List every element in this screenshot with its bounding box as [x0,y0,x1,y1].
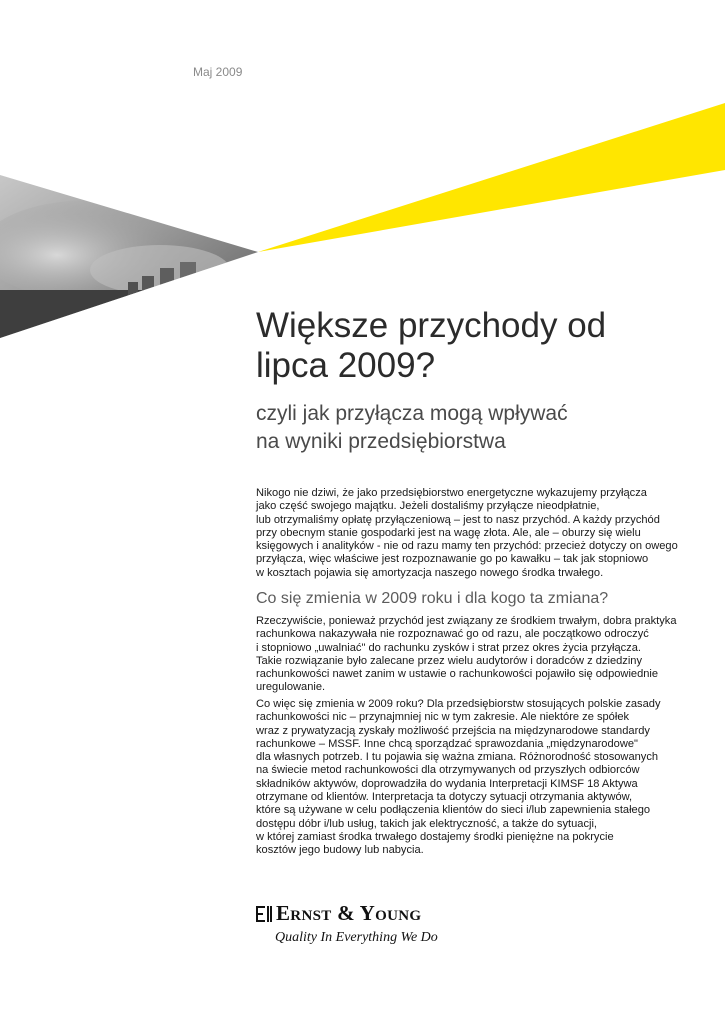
text-line: przyłącza, więc właściwe jest rozpoznawanie go po kawałku – tak jak stopniowo [256,553,649,566]
text-line: dostępu dóbr i/lub usług, takich jak elektryczność, a także do sytuacji, [256,817,598,830]
text-line: przy obecnym stanie gospodarki jest na wagę złota. Ale, ale – oburzy się wielu [256,526,641,539]
title-line: lipca 2009? [256,346,436,385]
text-line: w kosztach pojawia się amortyzacja naszego nowego środka trwałego. [256,566,604,579]
text-line: Co więc się zmienia w 2009 roku? Dla przedsiębiorstw stosujących polskie zasady [256,698,661,710]
text-line: na świecie metod rachunkowości dla otrzymywanych od przyszłych odbiorców [256,764,640,777]
text-line: rachunkowości nawet zanim w ustawie o rachunkowości pojawiło się odpowiednie [256,668,659,681]
section-heading: Co się zmienia w 2009 roku i dla kogo ta zmiana? [256,590,609,607]
page-subtitle [256,400,696,456]
document-date: Maj 2009 [193,65,243,79]
text-line: składników aktywów, doprowadziła do wydania Interpretacji KIMSF 18 Aktywa [256,777,638,790]
text-line: księgowych i analityków - nie od razu mamy ten przychód: przecież dotyczy on owego [256,540,678,553]
text-line: Takie rozwiązanie było zalecane przez wielu audytorów i doradców z dziedziny [256,654,643,667]
text-line: otrzymane od klientów. Interpretacja ta dotyczy sytuacji otrzymania aktywów, [256,791,633,804]
text-line: rachunkowa nakazywała nie rozpoznawać go od razu, ale początkowo odroczyć [256,628,649,641]
body-paragraph [256,615,686,695]
text-line: lub otrzymaliśmy opłatę przyłączeniową – jest to nasz przychód. A każdy przychód [256,513,660,526]
ernst-young-logo [256,901,438,946]
text-line: Nikogo nie dziwi, że jako przedsiębiorstwo energetyczne wykazujemy przyłącza [256,487,647,499]
text-line: uregulowanie. [256,681,326,694]
subtitle-line: na wyniki przedsiębiorstwa [256,430,506,453]
text-line: dla własnych potrzeb. I tu pojawia się ważna zmiana. Różnorodność stosowanych [256,751,659,764]
page-title [256,306,696,386]
text-line: i stopniowo „uwalniać" do rachunku zysków i strat przez okres życia przyłącza. [256,641,641,654]
power-plant-photo [0,170,260,340]
text-line: wraz z prywatyzacją zyskały możliwość przejścia na międzynarodowe standardy [256,724,650,737]
header-artwork [0,0,725,345]
text-line: w której zamiast środka trwałego dostajemy środki pieniężne na pokrycie [256,830,614,843]
text-line: Rzeczywiście, ponieważ przychód jest związany ze środkiem trwałym, dobra praktyka [256,615,677,627]
title-line: Większe przychody od [256,306,607,345]
logo-text: Ernst & Young [276,901,422,925]
text-line: rachunkowe – MSSF. Inne chcą sporządzać sprawozdania „międzynarodowe" [256,737,638,750]
body-paragraph [256,698,686,858]
logo-tagline: Quality In Everything We Do [275,930,438,945]
text-line: które są używane w celu podłączenia klientów do sieci i/lub zapewnienia stałego [256,804,651,817]
yellow-beam [258,103,725,252]
subtitle-line: czyli jak przyłącza mogą wpływać [256,402,568,425]
ey-mark-icon [256,905,272,923]
text-line: rachunkowości nic – przynajmniej nic w tym zakresie. Ale niektóre ze spółek [256,711,630,724]
text-line: kosztów jego budowy lub nabycia. [256,844,424,857]
intro-paragraph [256,487,686,580]
text-line: jako część swojego majątku. Jeżeli dostaliśmy przyłącze nieodpłatnie, [256,500,600,513]
